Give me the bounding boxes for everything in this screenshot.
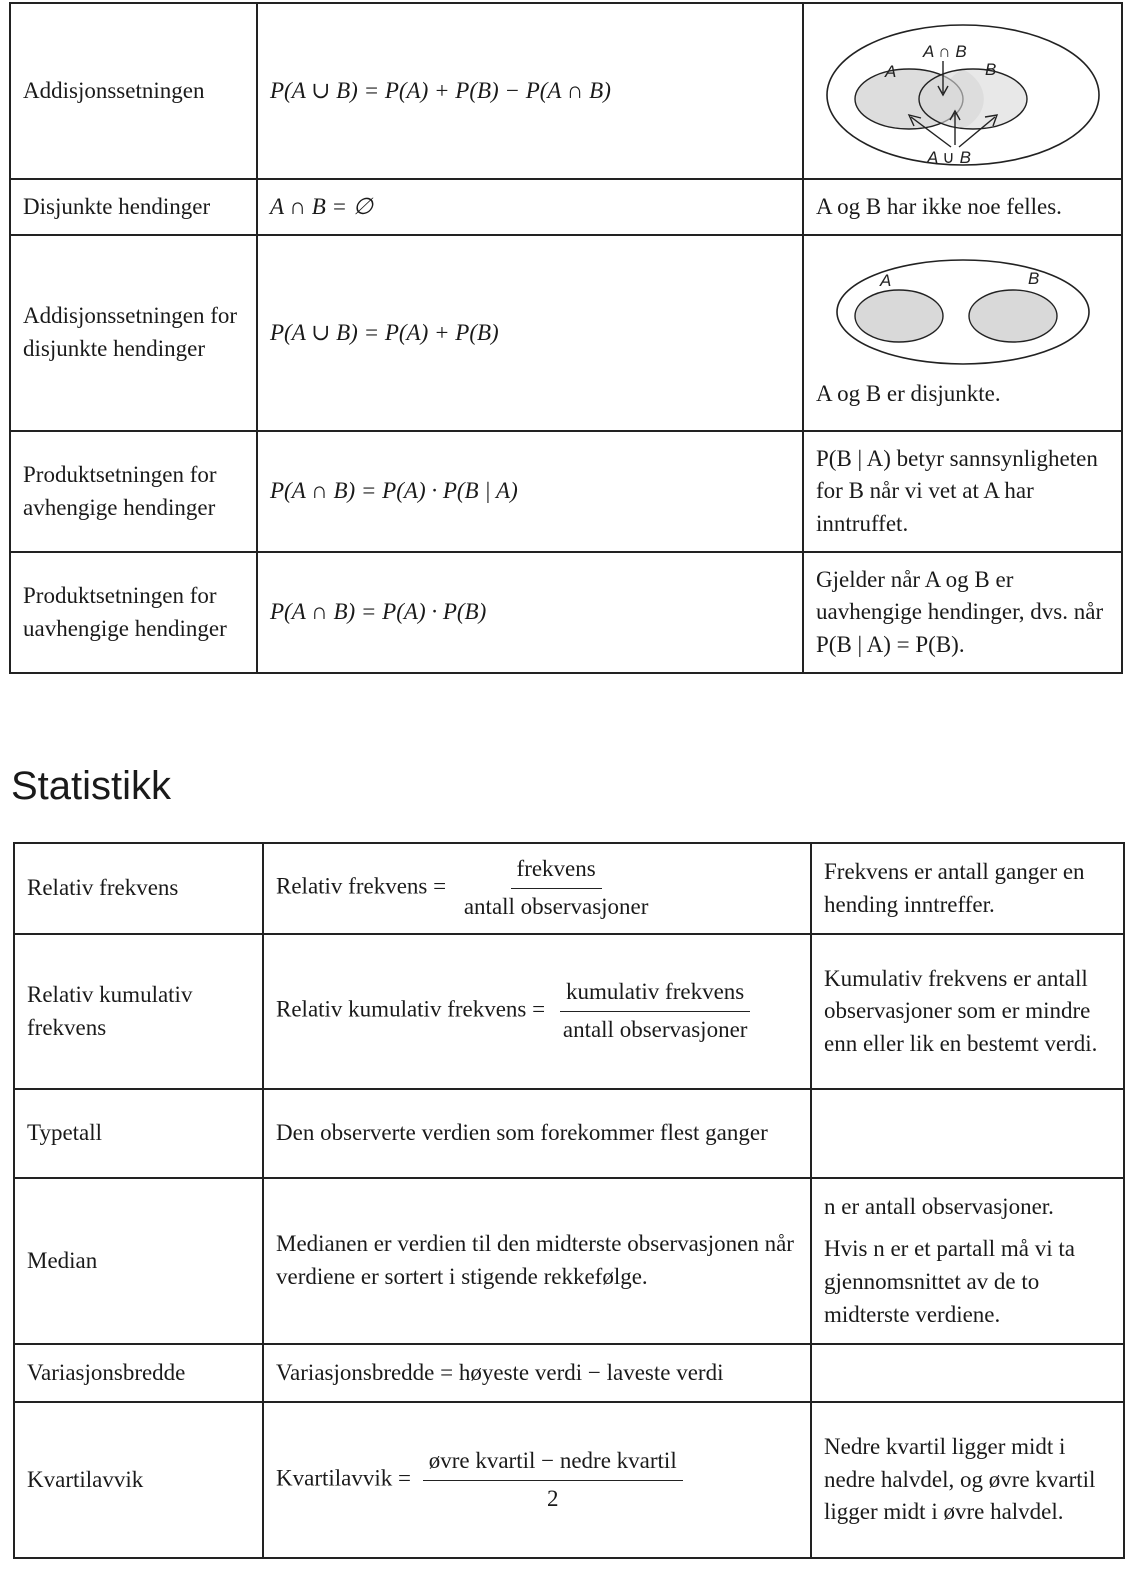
numerator: øvre kvartil − nedre kvartil (423, 1445, 683, 1481)
formula: P(A ∩ B) = P(A) · P(B | A) (257, 431, 803, 552)
formula: Variasjonsbredde = høyeste verdi − laveste verdi (263, 1344, 811, 1402)
formula-lhs: Relativ frekvens = (276, 873, 447, 899)
formula (263, 934, 811, 1089)
row-name: Disjunkte hendinger (10, 179, 257, 235)
formula-lhs: Kvartilavvik = (276, 1465, 411, 1491)
note: Frekvens er antall ganger en hending inntreffer. (811, 843, 1124, 934)
table-row (10, 431, 1122, 552)
section-heading: Statistikk (11, 764, 172, 808)
venn-union-diagram (815, 11, 1111, 171)
row-name: Variasjonsbredde (14, 1344, 263, 1402)
row-name: Median (14, 1178, 263, 1344)
note-line: n er antall observasjoner. (824, 1193, 1054, 1219)
note (811, 1344, 1124, 1402)
row-name: Addisjonssetningen (10, 3, 257, 179)
formula: P(A ∪ B) = P(A) + P(B) − P(A ∩ B) (257, 3, 803, 179)
note: Gjelder når A og B er uavhengige hendinger, dvs. når P(B | A) = P(B). (803, 552, 1122, 673)
table-row (14, 934, 1124, 1089)
formula: P(A ∩ B) = P(A) · P(B) (257, 552, 803, 673)
row-name: Kvartilavvik (14, 1402, 263, 1558)
fraction (557, 976, 754, 1046)
probability-table (9, 2, 1123, 674)
numerator: frekvens (511, 853, 602, 889)
table-row (14, 1089, 1124, 1178)
row-name: Typetall (14, 1089, 263, 1178)
note: P(B | A) betyr sannsynligheten for B når vi vet at A har inntruffet. (803, 431, 1122, 552)
note (811, 1089, 1124, 1178)
venn-diagram-cell (803, 3, 1122, 179)
table-row (10, 552, 1122, 673)
table-row (10, 235, 1122, 431)
formula (263, 1402, 811, 1558)
note: Nedre kvartil ligger midt i nedre halvdel, og øvre kvartil ligger midt i øvre halvdel. (811, 1402, 1124, 1558)
row-name: Relativ kumulativ frekvens (14, 934, 263, 1089)
note: Kumulativ frekvens er antall observasjoner som er mindre enn eller lik en bestemt verdi. (811, 934, 1124, 1089)
table-row (14, 1344, 1124, 1402)
label-a: A (884, 62, 896, 81)
row-name: Produktsetningen for avhengige hendinger (10, 431, 257, 552)
denominator: 2 (546, 1485, 559, 1511)
label-b: B (984, 60, 996, 79)
formula (263, 843, 811, 934)
label-a: A (879, 270, 891, 290)
table-row (10, 3, 1122, 179)
table-row (14, 1402, 1124, 1558)
formula: Den observerte verdien som forekommer flest ganger (263, 1089, 811, 1178)
note: A og B har ikke noe felles. (803, 179, 1122, 235)
row-name: Addisjonssetningen for disjunkte hendinger (10, 235, 257, 431)
formula-lhs: Relativ kumulativ frekvens = (276, 996, 546, 1022)
table-row (14, 1178, 1124, 1344)
formula: Medianen er verdien til den midterste observasjonen når verdiene er sortert i stigende rekkefølge. (263, 1178, 811, 1344)
table-row (10, 179, 1122, 235)
note-line: Hvis n er et partall må vi ta gjennomsnittet av de to midterste verdiene. (824, 1236, 1076, 1327)
row-name: Produktsetningen for uavhengige hendinger (10, 552, 257, 673)
table-row (14, 843, 1124, 934)
numerator: kumulativ frekvens (560, 976, 750, 1012)
venn-disjoint-diagram (828, 256, 1098, 372)
denominator: antall observasjoner (562, 1017, 748, 1042)
formula: A ∩ B = ∅ (257, 179, 803, 235)
note (811, 1178, 1124, 1344)
label-union: A ∪ B (926, 148, 971, 167)
note: A og B er disjunkte. (816, 380, 1001, 406)
row-name: Relativ frekvens (14, 843, 263, 934)
fraction (423, 1445, 683, 1515)
label-intersection: A ∩ B (922, 42, 967, 61)
formula: P(A ∪ B) = P(A) + P(B) (257, 235, 803, 431)
label-b: B (1027, 268, 1039, 288)
fraction (458, 853, 655, 923)
venn-diagram-cell (803, 235, 1122, 431)
denominator: antall observasjoner (463, 894, 649, 919)
statistics-table (13, 842, 1125, 1559)
